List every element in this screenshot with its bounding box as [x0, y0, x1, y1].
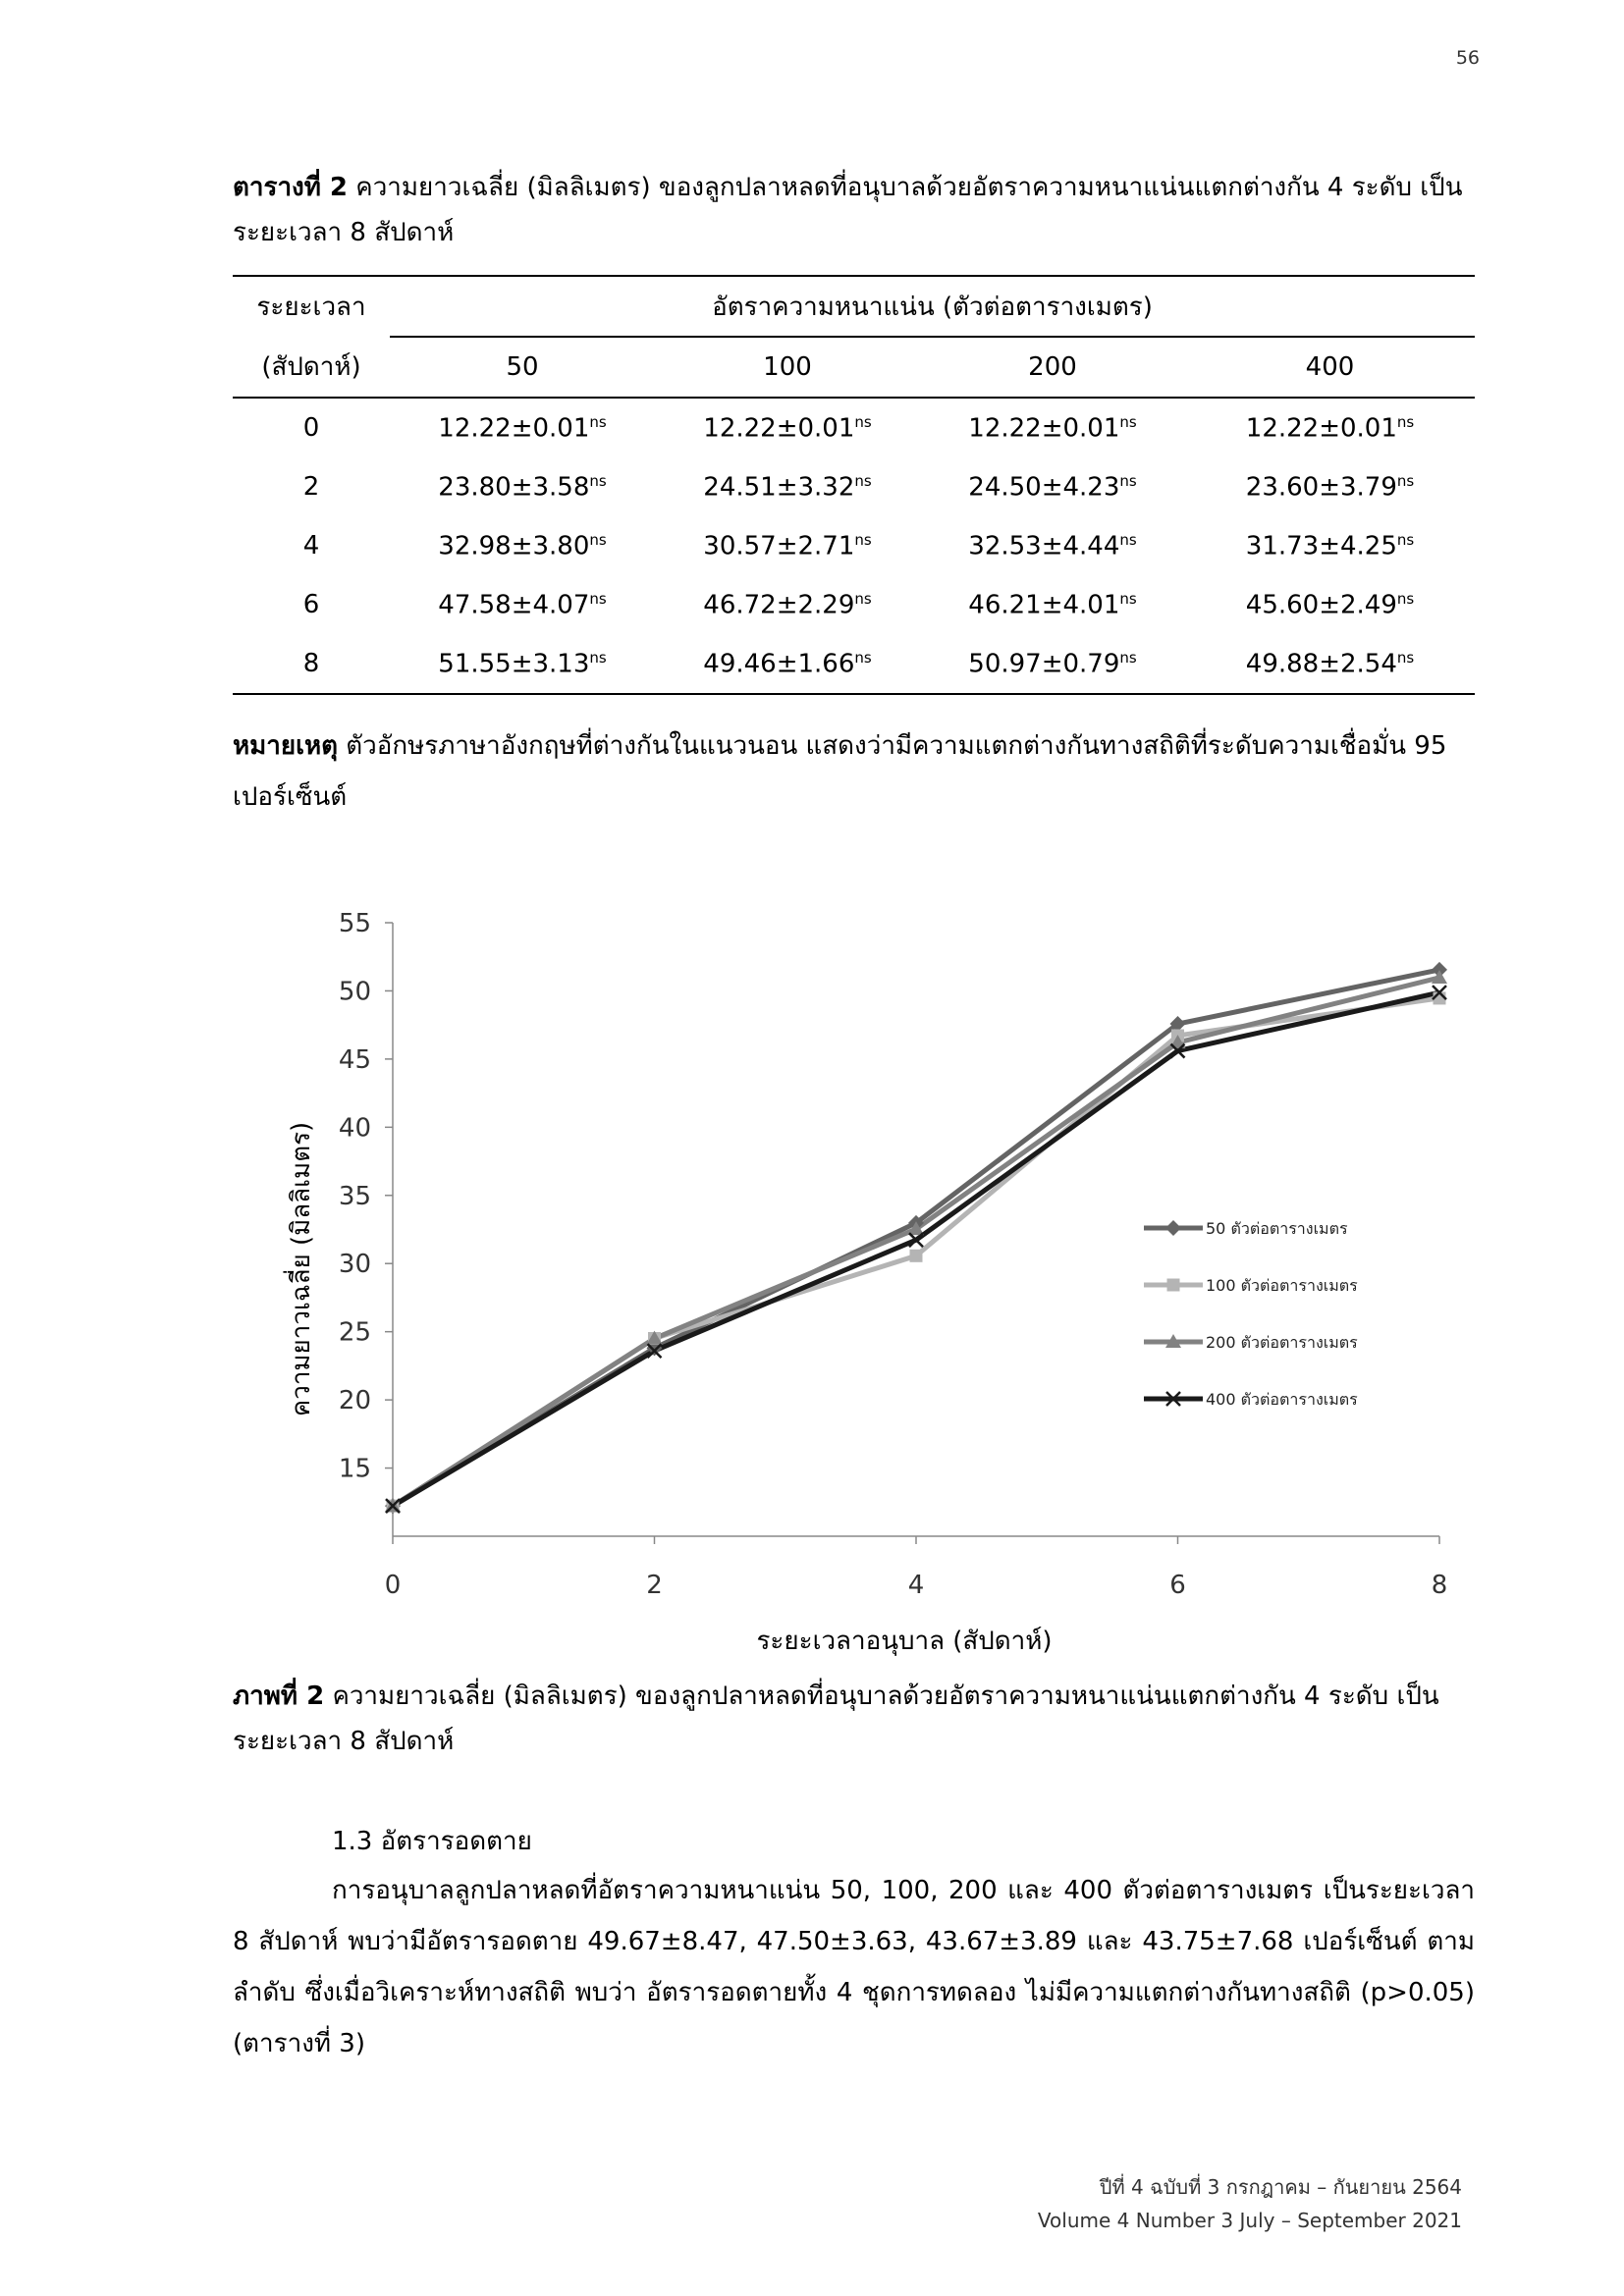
data-point	[910, 1250, 923, 1262]
week-cell: 0	[302, 413, 320, 443]
time-header-top: ระยะเวลา	[233, 276, 390, 337]
note-label: หมายเหตุ	[233, 731, 339, 761]
table-caption-text: ความยาวเฉลี่ย (มิลลิเมตร) ของลูกปลาหลดที่อนุบาลด้วยอัตราความหนาแน่นแตกต่างกัน 4 ระดับ เป็นระยะเวลา 8 สัปดาห์	[233, 173, 1463, 247]
x-tick-label: 8	[1431, 1571, 1448, 1600]
footer-thai: ปีที่ 4 ฉบับที่ 3 กรกฎาคม – กันยายน 2564	[1099, 2175, 1462, 2199]
table-cell: $46.72\pm 2.29^{ns}$	[703, 589, 872, 620]
y-tick-label: 20	[338, 1386, 371, 1416]
table-cell: $50.97\pm 0.79^{ns}$	[920, 634, 1185, 694]
y-tick-label: 30	[338, 1250, 371, 1280]
table-row	[233, 634, 1475, 694]
table-cell: $32.98\pm 3.80^{ns}$	[438, 530, 607, 561]
table-cell: $46.21\pm 4.01^{ns}$	[968, 589, 1137, 620]
density-header: อัตราความหนาแน่น (ตัวต่อตารางเมตร)	[390, 276, 1475, 337]
column-header: 100	[655, 337, 920, 398]
y-tick-label: 55	[338, 909, 371, 938]
footer-english: Volume 4 Number 3 July – September 2021	[1037, 2209, 1462, 2232]
table-cell: $45.60\pm 2.49^{ns}$	[1245, 589, 1415, 620]
table-cell: $23.60\pm 3.79^{ns}$	[1245, 471, 1415, 503]
x-axis-label: ระยะเวลาอนุบาล (สัปดาห์)	[756, 1627, 1053, 1656]
y-axis-label: ความยาวเฉลี่ย (มิลลิเมตร)	[287, 1121, 316, 1417]
time-header-bottom: (สัปดาห์)	[233, 337, 390, 398]
y-tick-label: 50	[338, 977, 371, 1007]
table-cell: $51.55\pm 3.13^{ns}$	[390, 634, 655, 694]
table-cell: $32.53\pm 4.44^{ns}$	[968, 530, 1137, 561]
table-caption	[233, 165, 1475, 255]
column-header: 400	[1185, 337, 1475, 398]
data-point	[1165, 1220, 1181, 1236]
week-cell: 8	[233, 634, 390, 694]
x-tick-label: 6	[1169, 1571, 1186, 1600]
table-cell: $31.73\pm 4.25^{ns}$	[1245, 530, 1415, 561]
page-number: 56	[1455, 47, 1480, 69]
week-cell: 2	[302, 472, 320, 502]
series-line	[393, 992, 1439, 1506]
table-cell: $49.46\pm 1.66^{ns}$	[655, 634, 920, 694]
table-cell: $30.57\pm 2.71^{ns}$	[703, 530, 872, 561]
table-cell: $23.80\pm 3.58^{ns}$	[438, 471, 607, 503]
note-text: ตัวอักษรภาษาอังกฤษที่ต่างกันในแนวนอน แสดงว่ามีความแตกต่างกันทางสถิติที่ระดับความเชื่อมั่น 95 เปอร์เซ็นต์	[233, 731, 1447, 812]
y-tick-label: 25	[338, 1317, 371, 1348]
y-tick-label: 45	[338, 1044, 371, 1075]
figure-caption-label: ภาพที่ 2	[233, 1682, 325, 1711]
length-line-chart	[0, 883, 1624, 1659]
body-paragraph	[233, 1865, 1475, 2069]
y-tick-label: 40	[338, 1113, 371, 1144]
table-row	[233, 457, 1475, 516]
table-cell: $12.22\pm 0.01^{ns}$	[438, 412, 607, 444]
table-caption-label: ตารางที่ 2	[233, 173, 349, 202]
table-cell: $24.51\pm 3.32^{ns}$	[703, 471, 872, 503]
table-cell: $47.58\pm 4.07^{ns}$	[438, 589, 607, 620]
table-cell: $49.88\pm 2.54^{ns}$	[1185, 634, 1475, 694]
table-row	[233, 575, 1475, 634]
legend-label: 200 ตัวต่อตารางเมตร	[1206, 1333, 1358, 1352]
x-tick-label: 2	[646, 1571, 663, 1600]
week-cell: 6	[302, 590, 320, 619]
column-header: 200	[920, 337, 1185, 398]
y-tick-label: 15	[338, 1454, 371, 1484]
length-table	[233, 275, 1475, 695]
table-cell: $24.50\pm 4.23^{ns}$	[968, 471, 1137, 503]
body-text: การอนุบาลลูกปลาหลดที่อัตราความหนาแน่น 50, 100, 200 และ 400 ตัวต่อตารางเมตร เป็นระยะเวลา 8 สัปดาห์ พบว่ามีอัตรารอดตาย 49.67±8.47, 47.50±3.63, 43.67±3.89 และ 43.75±7.68 เปอร์เซ็นต์ ตามลำดับ ซึ่งเมื่อวิเคราะห์ทางสถิติ พบว่า อัตรารอดตายทั้ง 4 ชุดการทดลอง ไม่มีความแตกต่างกันทางสถิติ (p>0.05) (ตารางที่ 3)	[233, 1876, 1475, 2058]
figure-caption-text: ความยาวเฉลี่ย (มิลลิเมตร) ของลูกปลาหลดที่อนุบาลด้วยอัตราความหนาแน่นแตกต่างกัน 4 ระดับ เป็นระยะเวลา 8 สัปดาห์	[233, 1682, 1439, 1756]
x-tick-label: 0	[384, 1571, 402, 1600]
section-heading: 1.3 อัตรารอดตาย	[332, 1827, 532, 1856]
y-tick-label: 35	[338, 1181, 371, 1211]
legend-label: 400 ตัวต่อตารางเมตร	[1206, 1390, 1358, 1409]
table-cell: $12.22\pm 0.01^{ns}$	[968, 412, 1137, 444]
table-row	[233, 516, 1475, 575]
legend-label: 50 ตัวต่อตารางเมตร	[1206, 1219, 1348, 1238]
week-cell: 4	[302, 531, 320, 561]
column-header: 50	[390, 337, 655, 398]
table-note	[233, 721, 1475, 823]
data-point	[1167, 1279, 1180, 1292]
legend-label: 100 ตัวต่อตารางเมตร	[1206, 1276, 1358, 1295]
figure-caption	[233, 1674, 1475, 1764]
table-row	[233, 398, 1475, 457]
table-cell: $12.22\pm 0.01^{ns}$	[1245, 412, 1415, 444]
table-cell: $12.22\pm 0.01^{ns}$	[703, 412, 872, 444]
x-tick-label: 4	[907, 1571, 925, 1600]
